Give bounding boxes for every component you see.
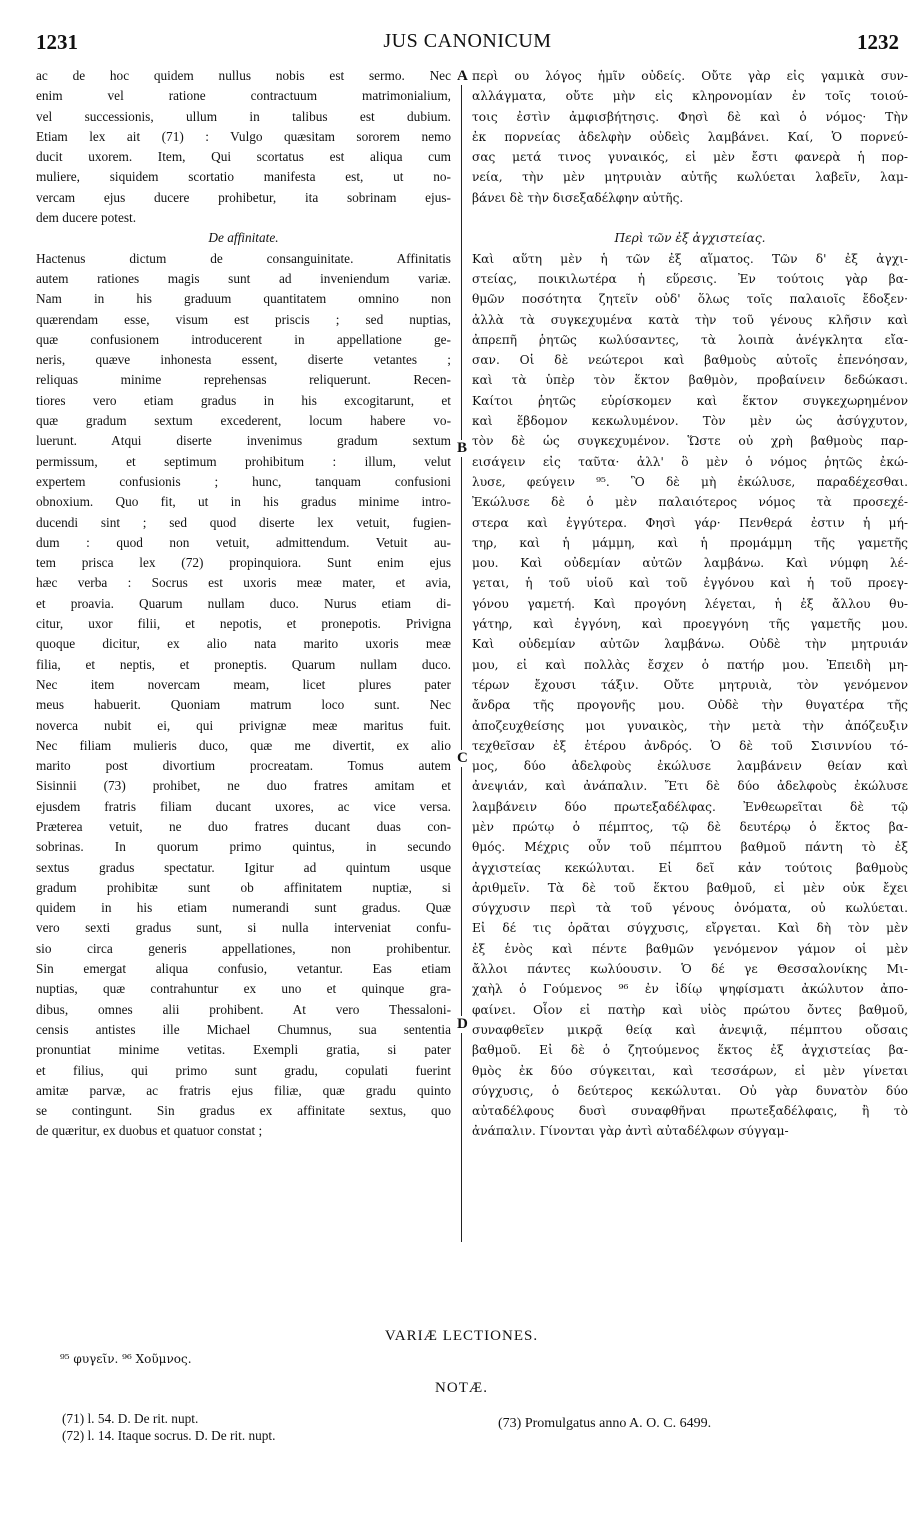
latin-text-line: marito post divortium procreatam. Tomus autem: [36, 758, 451, 774]
latin-column: [36, 66, 451, 1142]
latin-text-line: hæc verba : Socrus est uxoris meæ mater, et avia,: [36, 575, 451, 591]
latin-text-line: sextus gradus spectatur. Igitur ad quintum usque: [36, 859, 451, 875]
latin-text-line: noverca nubit ei, qui privignæ meæ maritus fuit.: [36, 717, 451, 733]
latin-text-line: ejusdem fratris filiam ducant uxores, ac vice versa.: [36, 798, 451, 814]
notae-title: NOTÆ.: [435, 1380, 488, 1396]
greek-text-line: Ἐκώλυσε δὲ ὁ μὲν παλαιότερος νόμος τὰ προσεχέ-: [472, 495, 908, 510]
greek-text-line: τεχθεῖσαν ἐξ ἑτέρου ἀνδρός. Ὁ δὲ τοῦ Σισιννίου τό-: [472, 738, 908, 753]
latin-text-line: de quæritur, ex duobus et quatuor constat ;: [36, 1123, 263, 1139]
latin-text-line: muliere, siquidem scortatio manifesta est, ut no-: [36, 169, 451, 185]
latin-text-line: dem ducere potest.: [36, 210, 137, 226]
section-marker-a: A: [457, 68, 468, 84]
latin-text-line: dum : quod non vetuit, admittendum. Vetuit au-: [36, 534, 451, 550]
latin-text-line: neris, quæve inhonesta essent, diserte vetantes ;: [36, 352, 451, 368]
greek-text-line: μὲν πρώτῳ ὁ πέμπτος, τῷ δὲ δευτέρῳ ὁ ἕκτος βα-: [472, 819, 908, 834]
greek-text-line: ἀποζευχθείσης μοι γυναικὸς, τὴν μετὰ τὴν ἀπόζευξιν: [472, 718, 908, 733]
latin-text-line: censis antistes ille Michael Chumnus, sua sententia: [36, 1021, 451, 1037]
greek-text-line: ἀνάπαλιν. Γίνονται γὰρ ἀντὶ αὐταδέλφων σύγγαμ-: [472, 1124, 789, 1139]
latin-text-line: quærendam esse, visum est priscis ; sed nuptias,: [36, 311, 451, 327]
latin-text-line: luerunt. Atqui diserte invenimus gradum sextum: [36, 433, 451, 449]
greek-text-line: χαὴλ ὁ Γούμενος ⁹⁶ ἐν ἰδίῳ ψηφίσματι ἀκώλυτον ἀπο-: [472, 982, 908, 997]
greek-text-line: γόνου γαμετή. Καὶ προγόνη λέγεται, ἡ ἐξ ἄλλου θυ-: [472, 596, 908, 611]
greek-text-line: τηρ, καὶ ἡ μάμμη, καὶ ἡ προμάμμη τῆς γαμετῆς: [472, 535, 908, 550]
greek-text-line: συναφθεῖεν μικρᾷ θείᾳ καὶ ἀνεψιᾷ, πέμπτου οὔσαις: [472, 1022, 908, 1037]
greek-text-line: θμὸς ἐκ δύο σύγκειται, καὶ τεσσάρων, εἰ μὲν γίνεται: [472, 1063, 908, 1078]
greek-text-line: σας μετά τινος γυναικός, εἰ μὲν ἔστι φανερὰ ἡ πορ-: [472, 150, 908, 165]
section-marker-d: D: [457, 1016, 468, 1032]
greek-text-line: ἄνδρα τῆς προγονῆς μου. Οὐδὲ τὴν θυγατέρα τῆς: [472, 698, 908, 713]
greek-text-line: βαθμοῦ. Εἰ δὲ ὁ ζητούμενος ἕκτος ἐξ ἀγχιστείας βα-: [472, 1043, 908, 1058]
latin-text-line: sobrinas. In quorum primo quintus, in secundo: [36, 839, 451, 855]
greek-text-line: τὸν δὲ ὡς συγκεχυμένον. Ὥστε οὐ χρὴ βαθμοὺς παρ-: [472, 434, 908, 449]
latin-text-line: quoque dicitur, ex alio nata marito uxoris meæ: [36, 636, 451, 652]
greek-text-line: τέρων ἔχουσι τάξιν. Οὔτε μητρυιὰ, τὸν γενόμενον: [472, 677, 908, 692]
latin-text-line: et proavia. Quarum nullam duco. Nurus etiam di-: [36, 595, 451, 611]
page-number-left: 1231: [36, 30, 78, 54]
greek-column: [472, 66, 908, 1142]
latin-text-line: amitæ parvæ, ac fratris ejus filiæ, quæ gradu quinto: [36, 1082, 451, 1098]
greek-text-line: μος, δύο ἀδελφοὺς ἐκώλυσε λαμβάνειν θείαν καὶ: [472, 759, 908, 774]
latin-text-line: Etiam lex ait (71) : Vulgo quæsitam sororem nemo: [36, 128, 451, 144]
latin-text-line: vel successionis, ullum in talibus est dubium.: [36, 108, 451, 124]
greek-text-line: ἀγχιστείας κεκώλυται. Εἰ δεῖ κἀν τούτοις βαθμοὺς: [472, 860, 908, 875]
greek-text-line: Καὶ αὕτη μὲν ἡ τῶν ἐξ αἵματος. Τῶν δ' ἐξ ἀγχι-: [472, 251, 908, 266]
variae-lectiones-text: ⁹⁵ φυγεῖν. ⁹⁶ Χοῦμνος.: [60, 1352, 192, 1366]
greek-text-line: νεία, τὴν μὲν μητρυιὰν αὐτῆς κωλύεται λαβεῖν, λαμ-: [472, 170, 908, 185]
variae-lectiones-title: VARIÆ LECTIONES.: [384, 1328, 539, 1344]
greek-text-line: θμῶν ποσότητα ζητεῖν οὐδ' ὅλως τοῖς παλαιοῖς ἔδοξεν·: [472, 292, 908, 307]
latin-text-line: Hactenus dictum de consanguinitate. Affinitatis: [36, 250, 451, 266]
greek-text-line: θμός. Μέχρις οὖν τοῦ πέμπτου βαθμοῦ πάντη τὸ ἐξ: [472, 840, 908, 855]
latin-text-line: vercam ejus ducere prohibetur, ita sobrinam ejus-: [36, 189, 451, 205]
greek-text-line: Εἰ δέ τις ὁρᾶται σύγχυσις, εἴργεται. Καὶ δὴ τὸν μὲν: [472, 921, 908, 936]
greek-text-line: ἀριθμεῖν. Τὰ δὲ τοῦ ἕκτου βαθμοῦ, εἰ μὲν οὐκ ἔχει: [472, 880, 908, 895]
latin-text-line: sio circa generis appellationes, non prohibentur.: [36, 940, 451, 956]
greek-text-line: αλλάγματα, οὔτε μὴν εἰς κληρονομίαν ἐν τοῖς τοιού-: [472, 89, 908, 104]
greek-text-line: καὶ τὰ ὑπὲρ τὸν ἕκτον βαθμὸν, προβαίνειν δεδώκασι.: [472, 373, 908, 388]
greek-text-line: σαν. Οἱ δὲ νεώτεροι καὶ βαθμοὺς αὐτοῖς ἐπενόησαν,: [472, 353, 908, 368]
latin-text-line: De affinitate.: [208, 230, 279, 246]
greek-text-line: Περὶ τῶν ἐξ ἀγχιστείας.: [614, 231, 766, 246]
latin-text-line: dibus, omnes alii prohibent. At vero Thessaloni-: [36, 1001, 451, 1017]
latin-text-line: Nam in his graduum quantitatem omnino non: [36, 291, 451, 307]
latin-text-line: reliquas minime reprehensas reliquerunt. Recen-: [36, 372, 451, 388]
greek-text-line: λαμβάνειν δύο πρωτεξαδέλφας. Ἐνθεωρεῖται δὲ τῷ: [472, 799, 908, 814]
latin-text-line: ducendi sint ; sed quod diserte lex vetuit, fugien-: [36, 514, 451, 530]
greek-text-line: σύγχυσιν περὶ τὰ τοῦ γένους ὀνόματα, οὐ κωλύεται.: [472, 901, 908, 916]
page-number-right: 1232: [857, 30, 899, 54]
greek-text-line: στείας, ποικιλωτέρα ἡ εὕρεσις. Ἐν τούτοις γὰρ βα-: [472, 271, 908, 286]
section-marker-c: C: [457, 750, 468, 766]
greek-text-line: εισάγειν εἰς ταῦτα· ἀλλ' ὃ μὲν ὁ νόμος ῥητῶς ἐκώ-: [472, 454, 908, 469]
column-divider: [461, 72, 462, 1242]
greek-text-line: ἐξ ἑνὸς καὶ πέντε βαθμῶν γενόμενον γάμον οἱ μὲν: [472, 941, 908, 956]
greek-text-line: ἀπρεπῆ ῥητῶς κωλύσαντες, τὰ λοιπὰ ἀνέγκλητα εἴα-: [472, 332, 908, 347]
greek-text-line: ἀνεψιάν, καὶ ἀνάπαλιν. Ἔτι δὲ δύο ἀδελφοὺς ἐκώλυσε: [472, 779, 908, 794]
greek-text-line: ἀλλὰ τὰ συγκεχυμένα κατὰ τὴν τοῦ γένους κλῆσιν καὶ: [472, 312, 908, 327]
note-73: (73) Promulgatus anno A. O. C. 6499.: [498, 1416, 712, 1431]
greek-text-line: στερα καὶ ἐγγύτερα. Φησὶ γάρ· Πενθερά ἐστιν ἡ μή-: [472, 515, 908, 530]
greek-text-line: γεται, ἡ τοῦ υἱοῦ καὶ τοῦ ἐγγόνου καὶ ἡ τοῦ προεγ-: [472, 576, 908, 591]
latin-text-line: enim vel ratione contractuum matrimonialium,: [36, 88, 451, 104]
latin-text-line: nuptias, quæ contrahuntur ex uno et quinque gra-: [36, 981, 451, 997]
latin-text-line: quæ confusionem introducerent in appellatione ge-: [36, 331, 451, 347]
latin-text-line: meus habuerit. Quoniam matrum loco sunt. Nec: [36, 697, 451, 713]
greek-text-line: λυσε, φεύγειν ⁹⁵. Ὃ δὲ μὴ ἐκώλυσε, παραδέχεσθαι.: [472, 474, 908, 489]
greek-text-line: βάνει δὲ τὴν δισεξαδέλφην αὐτῆς.: [472, 190, 684, 205]
greek-text-line: αὐταδέλφους δυσὶ συναφθῆναι πρωτεξαδέλφαις, ἢ τὸ: [472, 1104, 908, 1119]
section-marker-b: B: [457, 440, 468, 456]
latin-text-line: permissum, et septimum prohibitum : illum, velut: [36, 453, 451, 469]
latin-text-line: Sin emergat aliqua confusio, vetantur. Eas etiam: [36, 961, 451, 977]
greek-text-line: σύγχυσις, ὁ δεύτερος κεκώλυται. Οὐ γὰρ δυνατὸν δύο: [472, 1083, 908, 1098]
latin-text-line: gradum prohibitæ sunt ob affinitatem nuptiæ, si: [36, 879, 451, 895]
greek-text-line: μου, εἰ καὶ πολλὰς ἔσχεν ὁ πατήρ μου. Ἐπειδὴ μη-: [472, 657, 908, 672]
latin-text-line: obnoxium. Quo fit, ut in his gradus minime intro-: [36, 494, 451, 510]
latin-text-line: et filius, qui primo sunt gradu, copulati fuerint: [36, 1062, 451, 1078]
latin-text-line: tem prisca lex (72) propinquiora. Sunt enim ejus: [36, 555, 451, 571]
greek-text-line: ἐκ πορνείας ἀδελφὴν οὐδεὶς λαμβάνει. Καί, Ὁ πορνεύ-: [472, 129, 908, 144]
latin-text-line: Nec filiam mulieris duco, quæ me divertit, ex alio: [36, 737, 451, 753]
latin-text-line: pronuntiat minime vetitas. Exempli gratia, si pater: [36, 1042, 451, 1058]
greek-text-line: Καίτοι ῥητῶς εὑρίσκομεν καὶ ἕκτον συγκεχωρημένον: [472, 393, 908, 408]
latin-text-line: autem rationes magis sunt ad inveniendum variæ.: [36, 270, 451, 286]
latin-text-line: se contingunt. Sin gradus ex affinitate sextus, quo: [36, 1103, 451, 1119]
greek-text-line: [472, 208, 908, 228]
latin-text-line: Præterea vetuit, ne duo fratres ducant duas con-: [36, 818, 451, 834]
latin-text-line: quidem in his etiam numerandi sunt gradus. Quæ: [36, 900, 451, 916]
greek-text-line: καὶ ἕβδομον κεκωλυμένον. Τὸν μὲν ὡς ἀσύγχυτον,: [472, 414, 908, 429]
running-header: [36, 30, 899, 62]
greek-text-line: τοις ἐστὶν ἀμφισβήτησις. Φησὶ δὲ καὶ ὁ νόμος· Τὴν: [472, 109, 908, 124]
latin-text-line: filia, et neptis, et proneptis. Quarum nullam duco.: [36, 656, 451, 672]
latin-text-line: tiores vero etiam gradus in his excogitarunt, et: [36, 392, 451, 408]
greek-text-line: φαίνει. Οἷον εἰ πατὴρ καὶ υἱὸς πρώτου ὄντες βαθμοῦ,: [472, 1002, 908, 1017]
latin-text-line: citur, uxor filii, et nepotis, et pronepotis. Privigna: [36, 616, 451, 632]
running-title: JUS CANONICUM: [383, 30, 552, 52]
latin-text-line: vero sexti gradus sunt, si nulla interveniat confu-: [36, 920, 451, 936]
latin-text-line: quæ gradum sextum excederent, locum habere vo-: [36, 413, 451, 429]
latin-text-line: Nec item novercam meam, licet plures pater: [36, 676, 451, 692]
note-72: (72) l. 14. Itaque socrus. D. De rit. nupt.: [62, 1428, 276, 1443]
greek-text-line: γάτηρ, καὶ ἐγγόνη, καὶ προεγγόνη τῆς γαμετῆς μου.: [472, 617, 908, 632]
notes-left: [62, 1410, 275, 1444]
latin-text-line: ducit uxorem. Item, Qui scortatus est aliqua cum: [36, 149, 451, 165]
greek-text-line: ἄλλοι πάντες κωλύουσιν. Ὁ δέ γε Θεσσαλονίκης Μι-: [472, 962, 908, 977]
latin-text-line: Sisinnii (73) prohibet, ne duo fratres amitam et: [36, 778, 451, 794]
latin-text-line: ac de hoc quidem nullus nobis est sermo. Nec: [36, 68, 451, 83]
greek-text-line: Καὶ οὐδεμίαν αὐτῶν λαμβάνω. Οὐδὲ τὴν μητρυιάν: [472, 637, 908, 652]
greek-text-line: περὶ ου λόγος ἡμῖν οὐδείς. Οὔτε γὰρ εἰς γαμικὰ συν-: [472, 69, 908, 83]
greek-text-line: μου. Καὶ οὐδεμίαν αὐτῶν λαμβάνω. Καὶ νύμφη λέ-: [472, 556, 908, 571]
note-71: (71) l. 54. D. De rit. nupt.: [62, 1411, 199, 1426]
latin-text-line: expertem confusionis ; hunc, tanquam confusioni: [36, 473, 451, 489]
